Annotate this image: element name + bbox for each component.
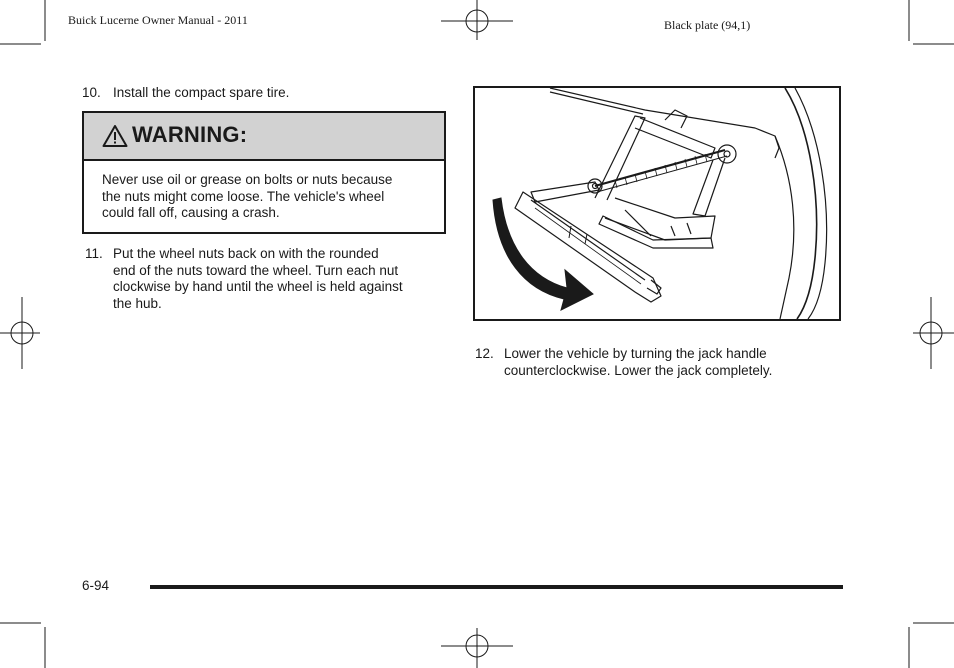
page-number: 6-94 [82, 578, 110, 593]
warning-header [84, 113, 444, 161]
counterclockwise-arrow-icon [493, 198, 593, 310]
warning-line: could fall off, causing a crash. [102, 205, 280, 220]
step-text [504, 346, 772, 379]
warning-text [102, 172, 432, 222]
warning-title: WARNING: [132, 122, 248, 147]
plate-label: Black plate (94,1) [664, 18, 751, 32]
warning-line: Never use oil or grease on bolts or nuts because [102, 172, 393, 187]
step-line: counterclockwise. Lower the jack completely. [504, 362, 773, 378]
step-number: 11. [85, 246, 103, 261]
warning-triangle-icon [102, 124, 128, 148]
jack-illustration-figure [473, 86, 841, 321]
step-11 [85, 246, 445, 314]
step-10 [82, 85, 442, 102]
step-line: end of the nuts toward the wheel. Turn each nut [113, 262, 399, 278]
step-text: Install the compact spare tire. [113, 85, 290, 100]
step-line: the hub. [113, 295, 162, 311]
step-line: clockwise by hand until the wheel is held against [113, 279, 403, 294]
scissor-jack-lowering-illustration [475, 88, 839, 319]
step-number: 10. [82, 85, 101, 100]
step-12 [475, 346, 845, 380]
warning-box [82, 111, 446, 234]
footer-rule [150, 585, 843, 589]
step-line: Lower the vehicle by turning the jack handle [504, 346, 767, 361]
step-line: Put the wheel nuts back on with the rounded [113, 246, 379, 261]
step-number: 12. [475, 346, 494, 361]
manual-title: Buick Lucerne Owner Manual - 2011 [68, 13, 248, 27]
step-text [113, 246, 403, 312]
warning-line: the nuts might come loose. The vehicle's wheel [102, 188, 385, 204]
